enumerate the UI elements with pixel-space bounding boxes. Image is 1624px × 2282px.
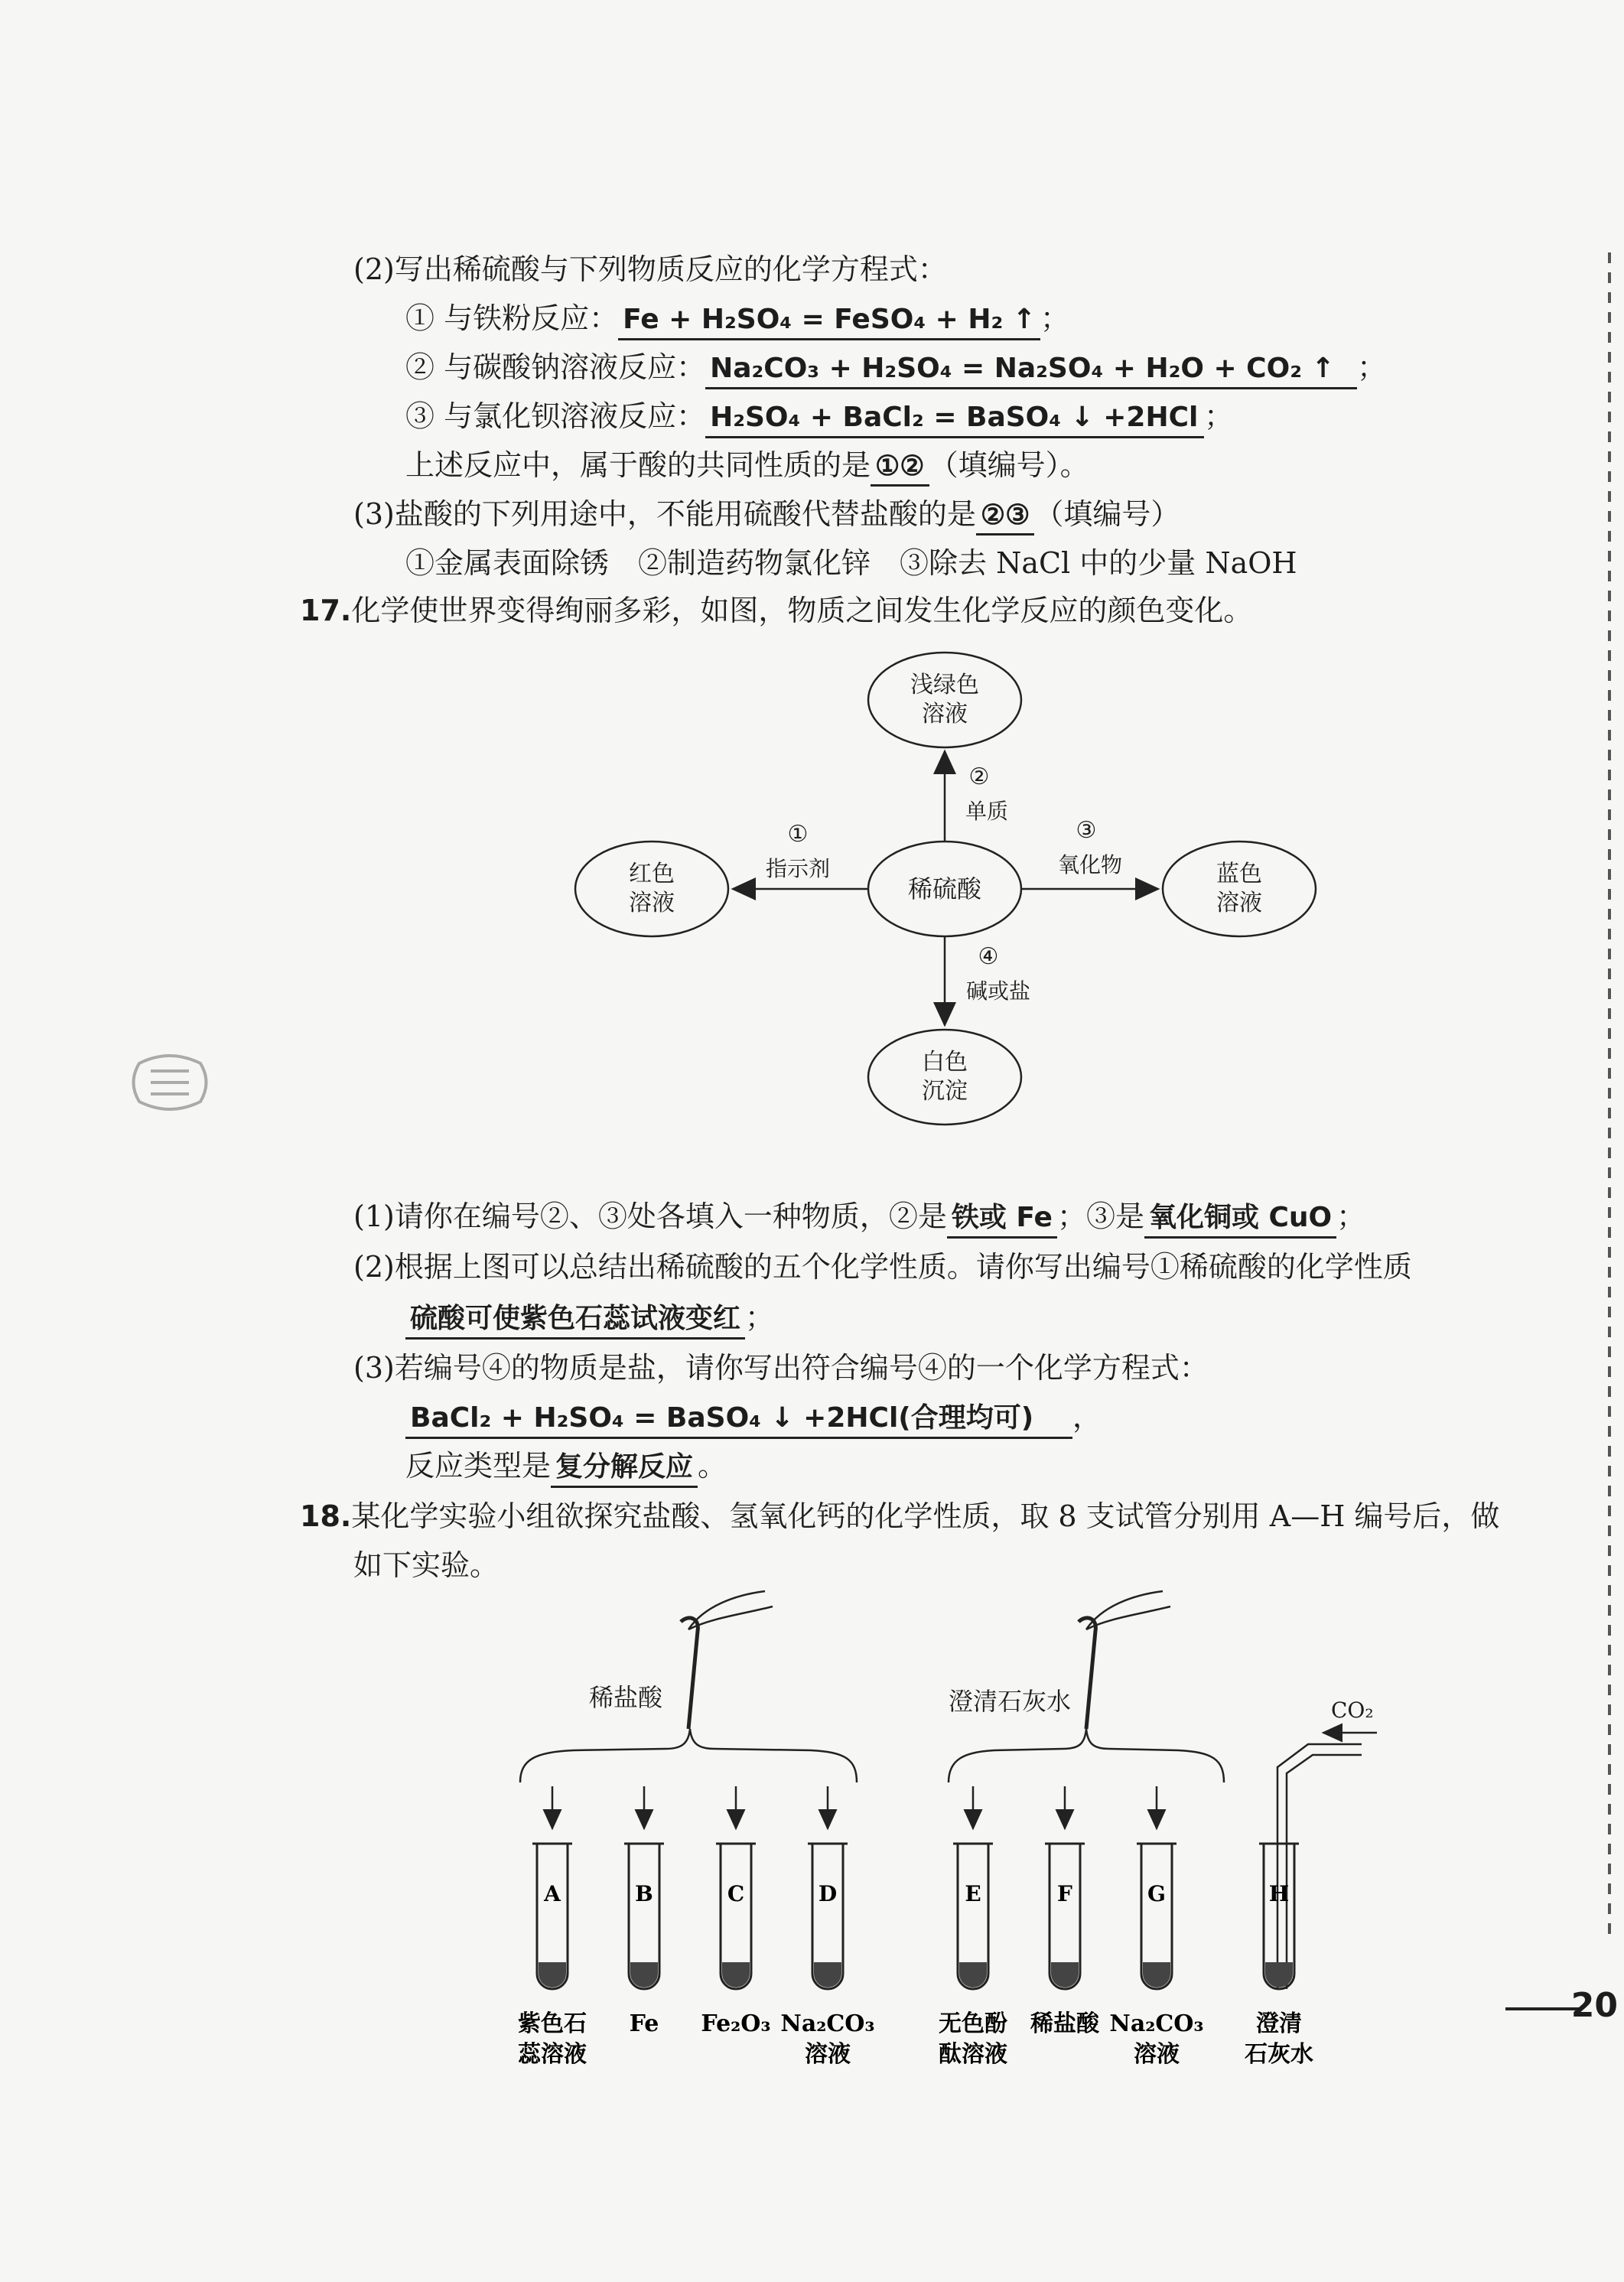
test-tube-d xyxy=(780,1786,874,2068)
q17-p3-end: ， xyxy=(1072,1400,1102,1434)
right-reagent-label: 澄清石灰水 xyxy=(949,1687,1072,1716)
q17-p3-answer: BaCl₂ + H₂SO₄ = BaSO₄ ↓ +2HCl(合理均可) xyxy=(405,1401,1072,1439)
q16-r1-end: ； xyxy=(1040,301,1069,335)
q16-r1-answer: Fe + H₂SO₄ = FeSO₄ + H₂ ↑ xyxy=(618,303,1040,340)
tube-liquid-c xyxy=(722,1962,750,1987)
co2-tube-inner xyxy=(1287,1755,1362,1989)
q17-part2-text: (2)根据上图可以总结出稀硫酸的五个化学性质。请你写出编号①稀硫酸的化学性质 xyxy=(353,1250,1412,1284)
q16-part2-title: (2)写出稀硫酸与下列物质反应的化学方程式： xyxy=(353,252,947,286)
left-hand xyxy=(688,1591,773,1629)
q16-r3-label: ③ 与氯化钡溶液反应： xyxy=(405,399,706,433)
q17-p1-ans2: 铁或 Fe xyxy=(947,1201,1057,1239)
q16-part3-text: (3)盐酸的下列用途中，不能用硫酸代替盐酸的是 xyxy=(353,497,976,531)
left-reagent-label: 稀盐酸 xyxy=(589,1683,663,1712)
q18-stem1: 某化学实验小组欲探究盐酸、氢氧化钙的化学性质，取 8 支试管分别用 A—H 编号后，做 xyxy=(351,1499,1500,1533)
tube-label-c-0: Fe₂O₃ xyxy=(701,2010,771,2037)
top-node-ellipse xyxy=(868,653,1021,747)
tube-label-a-1: 蕊溶液 xyxy=(518,2041,587,2068)
test-tube-g xyxy=(1109,1786,1203,2068)
left-dropper xyxy=(681,1618,698,1729)
tube-label-h-1: 石灰水 xyxy=(1245,2041,1313,2068)
left-edge-number: ① xyxy=(787,821,809,848)
q17-type-text: 反应类型是 xyxy=(405,1449,552,1483)
q18-number: 18. xyxy=(300,1499,352,1533)
right-node-line2: 溶液 xyxy=(1216,890,1262,916)
q17-p2-end: ； xyxy=(745,1301,775,1334)
right-node-ellipse xyxy=(1163,842,1316,936)
right-edge-label: 氧化物 xyxy=(1057,852,1123,877)
top-edge-label: 单质 xyxy=(965,799,1009,824)
q16-r2-label: ② 与碳酸钠溶液反应： xyxy=(405,350,706,384)
right-node-line1: 蓝色 xyxy=(1216,861,1262,887)
q16-reaction-1 xyxy=(405,300,1069,340)
right-hand xyxy=(1086,1591,1170,1629)
co2-tube-outer xyxy=(1277,1744,1362,1989)
stamp-logo xyxy=(124,1048,216,1117)
left-node-line1: 红色 xyxy=(629,861,675,887)
test-tube-c xyxy=(701,1786,770,2037)
q17-reaction-diagram xyxy=(566,643,1346,1132)
q17-number: 17. xyxy=(300,594,352,627)
tube-label-g-1: 溶液 xyxy=(1134,2041,1180,2068)
tube-letter-a: A xyxy=(544,1881,561,1906)
tube-letter-e: E xyxy=(965,1881,981,1906)
right-dropper xyxy=(1079,1618,1095,1729)
tube-liquid-a xyxy=(539,1962,566,1987)
q17-p1-ans3: 氧化铜或 CuO xyxy=(1144,1201,1336,1239)
q16-common-text: 上述反应中，属于酸的共同性质的是 xyxy=(405,448,871,482)
margin-dashed-line xyxy=(1608,252,1611,1935)
q16-common-fill: （填编号）。 xyxy=(929,448,1089,482)
left-brace xyxy=(520,1729,857,1782)
q17-stem-text: 化学使世界变得绚丽多彩，如图，物质之间发生化学反应的颜色变化。 xyxy=(351,594,1253,627)
q17-part3-answer-line xyxy=(405,1398,1102,1439)
q16-r3-answer: H₂SO₄ + BaCl₂ = BaSO₄ ↓ +2HCl xyxy=(705,401,1204,438)
tube-liquid-e xyxy=(959,1962,987,1987)
tube-letter-h: H xyxy=(1268,1881,1290,1906)
test-tube-b xyxy=(624,1786,664,2037)
q17-p1-b: ；③是 xyxy=(1056,1200,1144,1233)
test-tube-h xyxy=(1245,1844,1313,2068)
tube-letter-g: G xyxy=(1147,1881,1166,1906)
tube-liquid-d xyxy=(814,1962,841,1987)
bottom-edge-label: 碱或盐 xyxy=(965,978,1031,1004)
page-number: 20 xyxy=(1570,1986,1618,2025)
bottom-node-line2: 沉淀 xyxy=(922,1078,968,1105)
tube-liquid-g xyxy=(1143,1962,1170,1987)
q17-part2-answer-line xyxy=(405,1299,774,1340)
left-edge-label: 指示剂 xyxy=(765,856,831,881)
bottom-node-ellipse xyxy=(868,1030,1021,1125)
tube-label-b-0: Fe xyxy=(629,2010,659,2037)
q16-r2-answer: Na₂CO₃ + H₂SO₄ = Na₂SO₄ + H₂O + CO₂ ↑ xyxy=(705,352,1357,389)
tube-label-e-1: 酞溶液 xyxy=(939,2041,1007,2068)
right-edge-number: ③ xyxy=(1076,817,1097,844)
q16-part3 xyxy=(353,496,1180,536)
tube-letter-b: B xyxy=(635,1881,653,1906)
test-tube-a xyxy=(518,1786,587,2068)
test-tube-f xyxy=(1030,1786,1100,2037)
tube-letter-f: F xyxy=(1057,1881,1072,1906)
q17-reaction-type xyxy=(405,1447,727,1488)
bottom-node-line1: 白色 xyxy=(922,1049,968,1076)
tube-label-f-0: 稀盐酸 xyxy=(1030,2010,1099,2037)
tube-label-d-1: 溶液 xyxy=(805,2041,851,2068)
tube-label-g-0: Na₂CO₃ xyxy=(1109,2010,1204,2037)
test-tube-e xyxy=(939,1786,1007,2068)
top-node-line1: 浅绿色 xyxy=(910,672,979,698)
tube-liquid-h xyxy=(1265,1962,1293,1987)
center-node-label: 稀硫酸 xyxy=(907,874,982,903)
q17-p1-c: ； xyxy=(1336,1200,1366,1233)
tube-liquid-b xyxy=(630,1962,658,1987)
co2-label: CO₂ xyxy=(1331,1698,1374,1723)
tube-letter-c: C xyxy=(727,1881,745,1906)
left-node-ellipse xyxy=(575,842,728,936)
q16-common-property xyxy=(405,447,1089,487)
q17-p1-a: (1)请你在编号②、③处各填入一种物质，②是 xyxy=(353,1200,947,1233)
tube-label-e-0: 无色酚 xyxy=(939,2010,1007,2037)
tube-liquid-f xyxy=(1051,1962,1079,1987)
q17-part3-text: (3)若编号④的物质是盐，请你写出符合编号④的一个化学方程式： xyxy=(353,1351,1209,1385)
tube-label-h-0: 澄清 xyxy=(1256,2010,1302,2037)
q17-type-end: 。 xyxy=(698,1449,727,1483)
right-brace xyxy=(949,1729,1224,1782)
tube-label-d-0: Na₂CO₃ xyxy=(780,2010,875,2037)
q17-type-answer: 复分解反应 xyxy=(551,1450,698,1488)
q17-part1 xyxy=(353,1198,1365,1239)
q16-reaction-3 xyxy=(405,398,1233,438)
tube-letter-d: D xyxy=(818,1881,838,1906)
q16-r3-end: ； xyxy=(1204,399,1234,433)
top-node-line2: 溶液 xyxy=(922,701,968,728)
q16-uses: ①金属表面除锈 ②制造药物氯化锌 ③除去 NaCl 中的少量 NaOH xyxy=(405,546,1297,580)
q16-r2-end: ； xyxy=(1357,350,1387,384)
bottom-edge-number: ④ xyxy=(978,943,999,970)
q16-common-answer: ①② xyxy=(871,449,929,487)
q18-stem-line2: 如下实验。 xyxy=(353,1548,500,1582)
left-node-line2: 溶液 xyxy=(629,890,675,916)
q16-r1-label: ① 与铁粉反应： xyxy=(405,301,619,335)
test-tubes xyxy=(518,1786,1313,2068)
q16-part3-fill: （填编号） xyxy=(1034,497,1180,531)
tube-label-a-0: 紫色石 xyxy=(518,2010,587,2037)
q16-reaction-2 xyxy=(405,349,1386,389)
top-edge-number: ② xyxy=(968,763,990,790)
q17-p2-answer: 硫酸可使紫色石蕊试液变红 xyxy=(405,1302,745,1340)
q16-part3-answer: ②③ xyxy=(976,498,1035,536)
q18-stem-line1 xyxy=(300,1498,1499,1535)
q18-experiment-figure xyxy=(459,1576,1392,2096)
q17-stem xyxy=(300,592,1252,629)
